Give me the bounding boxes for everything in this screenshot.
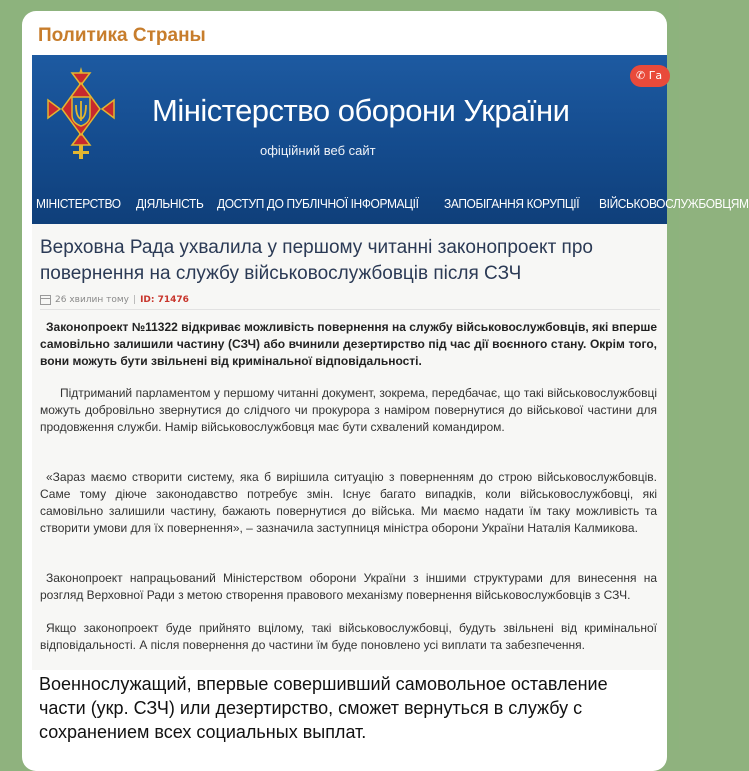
site-header xyxy=(32,55,749,224)
nav-item-ministry[interactable]: МІНІСТЕРСТВО xyxy=(36,195,121,211)
divider xyxy=(40,309,660,310)
meta-separator: | xyxy=(133,295,137,305)
attached-image[interactable] xyxy=(32,55,749,670)
site-nav xyxy=(32,183,749,223)
article-title: Верховна Рада ухвалила у першому читанні законопроект про повернення на службу військовослужбовців після СЗЧ xyxy=(40,237,593,284)
message-text: Военнослужащий, впервые совершивший самовольное оставление части (укр. СЗЧ) или дезертирство, сможет вернуться в службу с сохранением всех социальных выплат. xyxy=(39,674,608,742)
ministry-emblem-icon xyxy=(42,65,120,165)
channel-name[interactable]: Политика Страны xyxy=(38,25,206,46)
phone-label: Га xyxy=(648,69,663,82)
message-bubble[interactable] xyxy=(22,11,749,771)
article-id: ID: 71476 xyxy=(140,295,189,305)
article-quote: «Зараз маємо створити систему, яка б вирішила ситуацію з поверненням до строю військовослужбовців. Саме тому діюче законодавство потребує змін. Існує багато випадків, коли військовослужбовці, які самовільно залишили частину, бажають повернутися до війська. Ми маємо надати їм таку можливість та створити умови для їх повернення», – зазначила заступниця міністра оборони України Наталія Калмикова. xyxy=(40,470,657,535)
article-time: 26 хвилин тому xyxy=(55,295,130,305)
article-lead: Законопроект №11322 відкриває можливість повернення на службу військовослужбовців, які вперше самовільно залишили частину (СЗЧ) або вчинили дезертирство під час дії воєнного стану. Окрім того, вони можуть бути звільнені від кримінальної відповідальності. xyxy=(40,320,657,368)
nav-item-anticorruption[interactable]: ЗАПОБІГАННЯ КОРУПЦІЇ xyxy=(444,195,580,211)
article-paragraph: Підтриманий парламентом у першому читанні документ, зокрема, передбачає, що такі військовослужбовці можуть добровільно звернутися до слідчого чи прокурора з наміром повернутися до військової частини для продовження служби. Намір військовослужбовця має бути схвалений командиром. xyxy=(40,386,657,434)
site-subtitle: офіційний веб сайт xyxy=(260,143,376,158)
article-paragraph: Законопроект напрацьований Міністерством оборони України з іншими структурами для винесення на розгляд Верховної Ради з метою створення правового механізму повернення військовослужбовців з СЗЧ. xyxy=(40,571,657,602)
site-title[interactable]: Міністерство оборони України xyxy=(152,93,570,128)
nav-item-servicemen[interactable]: ВІЙСЬКОВОСЛУЖБОВЦЯМ xyxy=(599,195,749,211)
article-meta xyxy=(40,295,189,305)
nav-item-public-info[interactable]: ДОСТУП ДО ПУБЛІЧНОЇ ІНФОРМАЦІЇ xyxy=(217,195,419,211)
phone-button[interactable]: ✆ Га xyxy=(630,65,670,87)
article-paragraph: Якщо законопроект буде прийнято вцілому, такі військовослужбовці, будуть звільнені від кримінальної відповідальності. А після повернення до частини їм буде поновлено усі виплати та забезпечення. xyxy=(40,621,657,652)
nav-item-activity[interactable]: ДІЯЛЬНІСТЬ xyxy=(135,195,204,211)
calendar-icon xyxy=(40,295,51,305)
